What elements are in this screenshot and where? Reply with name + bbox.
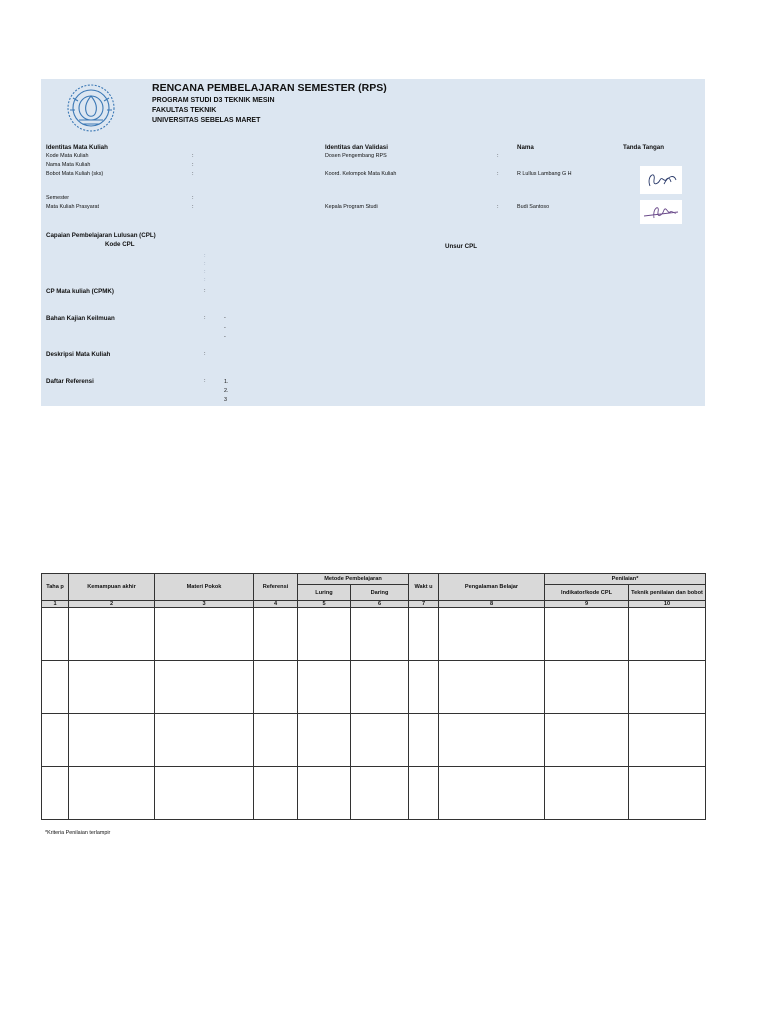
table-cell	[545, 608, 629, 661]
field-prerequisite: Mata Kuliah Prasyarat	[46, 204, 100, 210]
column-number: 2	[69, 601, 155, 608]
col-referensi: Referensi	[254, 574, 298, 601]
field-course-credits: Bobot Mata Kuliah (sks)	[46, 171, 104, 177]
table-cell	[254, 767, 298, 820]
footnote: *Kriteria Penilaian terlampir	[45, 830, 111, 836]
role-coordinator: Koord. Kelompok Mata Kuliah	[325, 171, 397, 177]
col-teknik: Teknik penilaian dan bobot	[629, 585, 706, 601]
table-cell	[42, 661, 69, 714]
bahan-item: -	[224, 325, 226, 331]
table-cell	[69, 661, 155, 714]
column-number: 8	[439, 601, 545, 608]
table-cell	[298, 608, 351, 661]
table-cell	[351, 608, 409, 661]
table-cell	[439, 714, 545, 767]
table-cell	[351, 714, 409, 767]
table-cell	[409, 767, 439, 820]
colon: :	[204, 269, 206, 275]
field-course-code: Kode Mata Kuliah	[46, 153, 89, 159]
university-seal-icon	[60, 82, 122, 134]
table-cell	[629, 608, 706, 661]
cpl-heading: Capaian Pembelajaran Lulusan (CPL)	[46, 232, 156, 239]
col-waktu: Wakt u	[409, 574, 439, 601]
table-cell	[298, 661, 351, 714]
referensi-heading: Daftar Referensi	[46, 378, 94, 385]
col-daring: Daring	[351, 585, 409, 601]
column-number: 4	[254, 601, 298, 608]
signature-icon	[640, 166, 682, 194]
col-pengalaman: Pengalaman Belajar	[439, 574, 545, 601]
column-number: 3	[155, 601, 254, 608]
colon: :	[204, 253, 206, 259]
course-identity-heading: Identitas Mata Kuliah	[46, 144, 108, 151]
col-kemampuan: Kemampuan akhir	[69, 574, 155, 601]
ref-item: 2.	[224, 388, 229, 394]
table-cell	[69, 714, 155, 767]
column-number: 1	[42, 601, 69, 608]
col-indikator: Indikator/kode CPL	[545, 585, 629, 601]
cpl-element-heading: Unsur CPL	[445, 243, 477, 250]
table-cell	[545, 661, 629, 714]
col-luring: Luring	[298, 585, 351, 601]
colon: :	[204, 378, 206, 384]
colon: :	[192, 162, 194, 168]
role-developer: Dosen Pengembang RPS	[325, 153, 387, 159]
column-number: 5	[298, 601, 351, 608]
col-penilaian: Penilaian*	[545, 574, 706, 585]
colon: :	[192, 171, 194, 177]
col-metode: Metode Pembelajaran	[298, 574, 409, 585]
colon: :	[204, 277, 206, 283]
field-semester: Semester	[46, 195, 70, 201]
colon: :	[204, 288, 206, 294]
col-materi: Materi Pokok	[155, 574, 254, 601]
table-cell	[69, 767, 155, 820]
signature-heading: Tanda Tangan	[623, 144, 665, 151]
table-cell	[351, 661, 409, 714]
role-head: Kepala Program Studi	[325, 204, 378, 210]
column-number: 9	[545, 601, 629, 608]
colon: :	[204, 351, 206, 357]
colon: :	[497, 204, 499, 210]
table-cell	[545, 767, 629, 820]
table-cell	[298, 767, 351, 820]
table-cell	[254, 661, 298, 714]
document-title: RENCANA PEMBELAJARAN SEMESTER (RPS)	[152, 82, 387, 94]
table-cell	[629, 767, 706, 820]
column-number: 7	[409, 601, 439, 608]
colon: :	[192, 153, 194, 159]
signature-icon	[640, 200, 682, 224]
program-name: PROGRAM STUDI D3 TEKNIK MESIN	[152, 97, 275, 104]
colon: :	[204, 315, 206, 321]
colon: :	[497, 171, 499, 177]
name-heading: Nama	[517, 144, 534, 151]
table-cell	[155, 767, 254, 820]
faculty-name: FAKULTAS TEKNIK	[152, 107, 217, 114]
colon: :	[204, 261, 206, 267]
bahan-item: -	[224, 315, 226, 321]
colon: :	[192, 195, 194, 201]
colon: :	[497, 153, 499, 159]
column-number: 6	[351, 601, 409, 608]
table-cell	[155, 608, 254, 661]
table-cell	[69, 608, 155, 661]
table-cell	[42, 767, 69, 820]
table-cell	[42, 608, 69, 661]
table-cell	[254, 608, 298, 661]
rps-header-panel	[41, 79, 705, 406]
table-cell	[351, 767, 409, 820]
ref-item: 1.	[224, 379, 229, 385]
table-cell	[629, 714, 706, 767]
table-cell	[545, 714, 629, 767]
bahan-item: -	[224, 334, 226, 340]
field-course-name: Nama Mata Kuliah	[46, 162, 91, 168]
coordinator-name: R Lullus Lambang G H	[517, 171, 572, 177]
table-cell	[409, 661, 439, 714]
table-row	[42, 767, 706, 820]
table-cell	[629, 661, 706, 714]
table-cell	[409, 608, 439, 661]
table-cell	[439, 767, 545, 820]
table-cell	[42, 714, 69, 767]
table-cell	[409, 714, 439, 767]
ref-item: 3	[224, 397, 227, 403]
table-row	[42, 608, 706, 661]
table-cell	[155, 714, 254, 767]
column-number-row	[42, 601, 706, 608]
head-name: Budi Santoso	[517, 204, 550, 210]
table-cell	[254, 714, 298, 767]
validation-heading: Identitas dan Validasi	[325, 144, 388, 151]
column-number: 10	[629, 601, 706, 608]
deskripsi-heading: Deskripsi Mata Kuliah	[46, 351, 111, 358]
table-row	[42, 714, 706, 767]
table-cell	[155, 661, 254, 714]
cpl-code-heading: Kode CPL	[105, 241, 135, 248]
table-cell	[439, 608, 545, 661]
university-name: UNIVERSITAS SEBELAS MARET	[152, 117, 261, 124]
cpmk-heading: CP Mata kuliah (CPMK)	[46, 288, 114, 295]
table-cell	[439, 661, 545, 714]
rps-plan-table	[41, 573, 706, 820]
bahan-kajian-heading: Bahan Kajian Keilmuan	[46, 315, 115, 322]
col-tahap: Taha p	[42, 574, 69, 601]
table-row	[42, 661, 706, 714]
colon: :	[192, 204, 194, 210]
table-cell	[298, 714, 351, 767]
